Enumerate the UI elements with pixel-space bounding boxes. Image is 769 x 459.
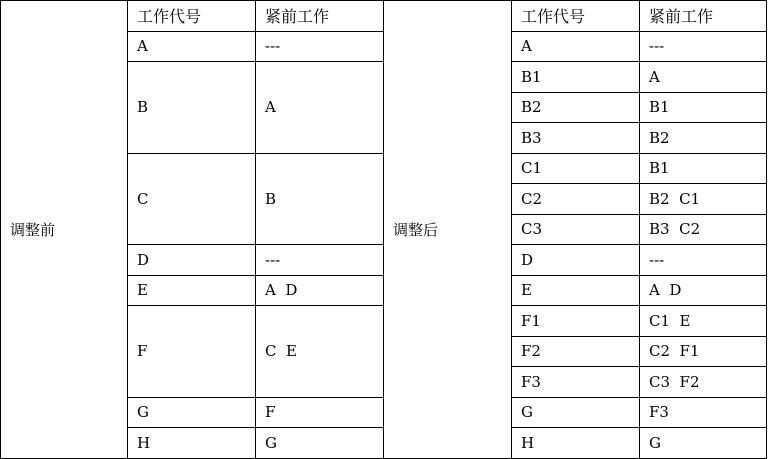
after-pred-cell: B1 — [640, 92, 767, 123]
after-code-cell: C1 — [512, 153, 640, 184]
after-code-cell: B2 — [512, 92, 640, 123]
before-label: 调整前 — [1, 1, 128, 459]
after-pred-cell: G — [640, 428, 767, 459]
after-pred-cell: B2 — [640, 123, 767, 154]
after-code-cell: F3 — [512, 367, 640, 398]
after-code-cell: B3 — [512, 123, 640, 154]
after-pred-cell: B1 — [640, 153, 767, 184]
before-code-cell: B — [128, 62, 256, 154]
after-pred-cell: B3 C2 — [640, 214, 767, 245]
before-pred-cell: C E — [256, 306, 384, 398]
before-code-cell: G — [128, 397, 256, 428]
before-pred-cell: B — [256, 153, 384, 245]
after-code-cell: F2 — [512, 336, 640, 367]
after-pred-cell: C2 F1 — [640, 336, 767, 367]
before-pred-cell: G — [256, 428, 384, 459]
before-code-cell: D — [128, 245, 256, 276]
after-code-cell: G — [512, 397, 640, 428]
after-pred-cell: --- — [640, 245, 767, 276]
before-code-cell: E — [128, 275, 256, 306]
after-pred-cell: C3 F2 — [640, 367, 767, 398]
after-pred-cell: A — [640, 62, 767, 93]
before-code-cell: C — [128, 153, 256, 245]
after-pred-cell: F3 — [640, 397, 767, 428]
after-pred-cell: --- — [640, 31, 767, 62]
after-pred-header: 紧前工作 — [640, 1, 767, 32]
before-code-header: 工作代号 — [128, 1, 256, 32]
before-code-cell: F — [128, 306, 256, 398]
after-code-cell: H — [512, 428, 640, 459]
after-label: 调整后 — [384, 1, 512, 459]
before-pred-cell: A D — [256, 275, 384, 306]
before-pred-cell: --- — [256, 31, 384, 62]
after-code-cell: C3 — [512, 214, 640, 245]
after-code-cell: B1 — [512, 62, 640, 93]
before-pred-cell: --- — [256, 245, 384, 276]
header-row — [1, 1, 767, 32]
after-code-cell: C2 — [512, 184, 640, 215]
before-pred-cell: A — [256, 62, 384, 154]
after-code-cell: A — [512, 31, 640, 62]
before-code-cell: H — [128, 428, 256, 459]
after-code-cell: D — [512, 245, 640, 276]
after-pred-cell: C1 E — [640, 306, 767, 337]
after-pred-cell: A D — [640, 275, 767, 306]
after-code-header: 工作代号 — [512, 1, 640, 32]
before-pred-cell: F — [256, 397, 384, 428]
after-code-cell: F1 — [512, 306, 640, 337]
before-code-cell: A — [128, 31, 256, 62]
before-pred-header: 紧前工作 — [256, 1, 384, 32]
after-pred-cell: B2 C1 — [640, 184, 767, 215]
after-code-cell: E — [512, 275, 640, 306]
